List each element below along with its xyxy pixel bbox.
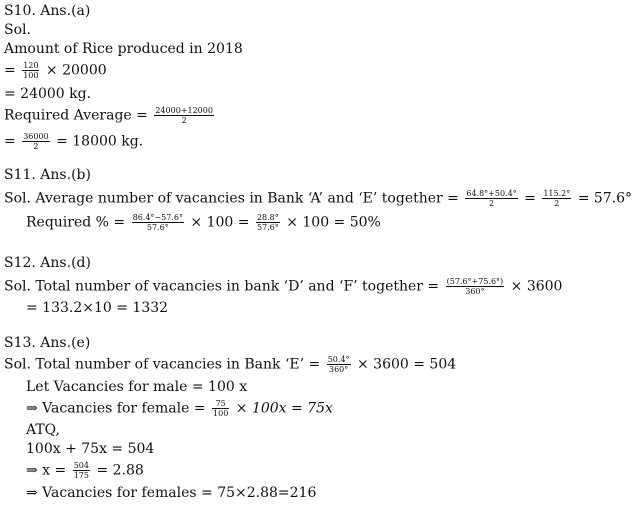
s10-fraction-2 [154, 106, 214, 125]
s10-sol-label: Sol. [4, 22, 31, 38]
s13-fraction-3 [73, 461, 90, 480]
s11-line-2-mid: × 100 = [190, 214, 250, 231]
s12-fraction-1 [446, 277, 505, 296]
s13-line-3 [26, 399, 333, 418]
fraction-denominator: 175 [73, 471, 89, 480]
s13-line-6-pre: ⇒ x = [26, 462, 67, 479]
s11-answer-heading: S11. Ans.(b) [4, 167, 91, 183]
s13-answer-heading: S13. Ans.(e) [4, 335, 91, 351]
fraction-numerator: 28.8° [256, 213, 279, 222]
s13-line-7: ⇒ Vacancies for females = 75×2.88=216 [26, 485, 317, 501]
fraction-numerator: 64.8°+50.4° [466, 189, 517, 198]
s13-line-3-post: × 100x = 75x [235, 400, 333, 417]
s11-fraction-3 [132, 213, 184, 232]
s13-line-5: 100x + 75x = 504 [26, 441, 155, 457]
fraction-numerator: 120 [23, 61, 39, 70]
s11-fraction-1 [465, 189, 517, 208]
fraction-denominator: 2 [33, 142, 39, 151]
fraction-denominator: 360° [465, 287, 485, 296]
s10-fraction-1 [22, 61, 39, 80]
s11-line-2-post: × 100 = 50% [286, 214, 381, 231]
s13-line-6 [26, 461, 144, 480]
fraction-denominator: 57.6° [146, 223, 169, 232]
s12-line-1-post: × 3600 [510, 278, 563, 295]
s13-line-4: ATQ, [26, 422, 60, 438]
s11-fraction-2 [542, 189, 571, 208]
s13-line-1-post: × 3600 = 504 [356, 356, 457, 373]
s10-answer-heading: S10. Ans.(a) [4, 3, 91, 19]
s11-line-1-mid: = [524, 190, 536, 207]
s13-fraction-1 [327, 355, 351, 374]
fraction-numerator: 115.2° [543, 189, 571, 198]
fraction-denominator: 100 [213, 409, 229, 418]
s12-line-1 [4, 277, 562, 296]
s10-line-5 [4, 132, 143, 151]
fraction-denominator: 2 [554, 199, 560, 208]
s12-line-2: = 133.2×10 = 1332 [26, 300, 169, 316]
s11-fraction-4 [256, 213, 280, 232]
fraction-denominator: 100 [23, 71, 39, 80]
fraction-numerator: 75 [212, 399, 229, 409]
s10-line-2 [4, 61, 107, 80]
s10-line-2-eq: = [4, 62, 16, 79]
fraction-numerator: 24000+12000 [155, 106, 213, 115]
s10-line-5-eq: = [4, 133, 16, 150]
fraction-numerator: 36000 [23, 132, 49, 141]
fraction-numerator: (57.6°+75.6°) [446, 277, 504, 286]
s13-fraction-2 [212, 399, 229, 418]
s11-line-1-post: = 57.6° [577, 190, 632, 207]
fraction-numerator: 86.4°−57.6° [132, 213, 183, 222]
s11-line-2-pre: Required % = [26, 214, 126, 231]
fraction-denominator: 360° [328, 365, 349, 374]
s13-line-2: Let Vacancies for male = 100 x [26, 379, 248, 395]
s10-line-3: = 24000 kg. [4, 86, 92, 102]
s12-line-1-pre: Sol. Total number of vacancies in bank ‘D’ and ‘F’ together = [4, 278, 440, 295]
fraction-denominator: 2 [181, 116, 187, 125]
s10-line-2-post: × 20000 [45, 62, 107, 79]
s12-answer-heading: S12. Ans.(d) [4, 255, 91, 271]
s13-line-3-pre: ⇒ Vacancies for female = [26, 400, 206, 417]
s11-line-1 [4, 189, 632, 208]
s13-line-1 [4, 355, 456, 374]
s11-line-1-pre: Sol. Average number of vacancies in Bank ‘A’ and ‘E’ together = [4, 190, 459, 207]
s10-line-1: Amount of Rice produced in 2018 [4, 41, 243, 57]
fraction-numerator: 50.4° [327, 355, 350, 364]
s10-line-4 [4, 106, 216, 125]
s13-line-1-pre: Sol. Total number of vacancies in Bank ‘E’ = [4, 356, 321, 373]
s11-line-2 [26, 213, 381, 232]
fraction-denominator: 57.6° [256, 223, 279, 232]
s10-fraction-3 [22, 132, 49, 151]
s10-line-5-post: = 18000 kg. [56, 133, 144, 150]
fraction-numerator: 504 [73, 461, 89, 470]
fraction-denominator: 2 [488, 199, 495, 208]
s10-line-4-pre: Required Average = [4, 107, 148, 124]
s13-line-6-post: = 2.88 [96, 462, 144, 479]
